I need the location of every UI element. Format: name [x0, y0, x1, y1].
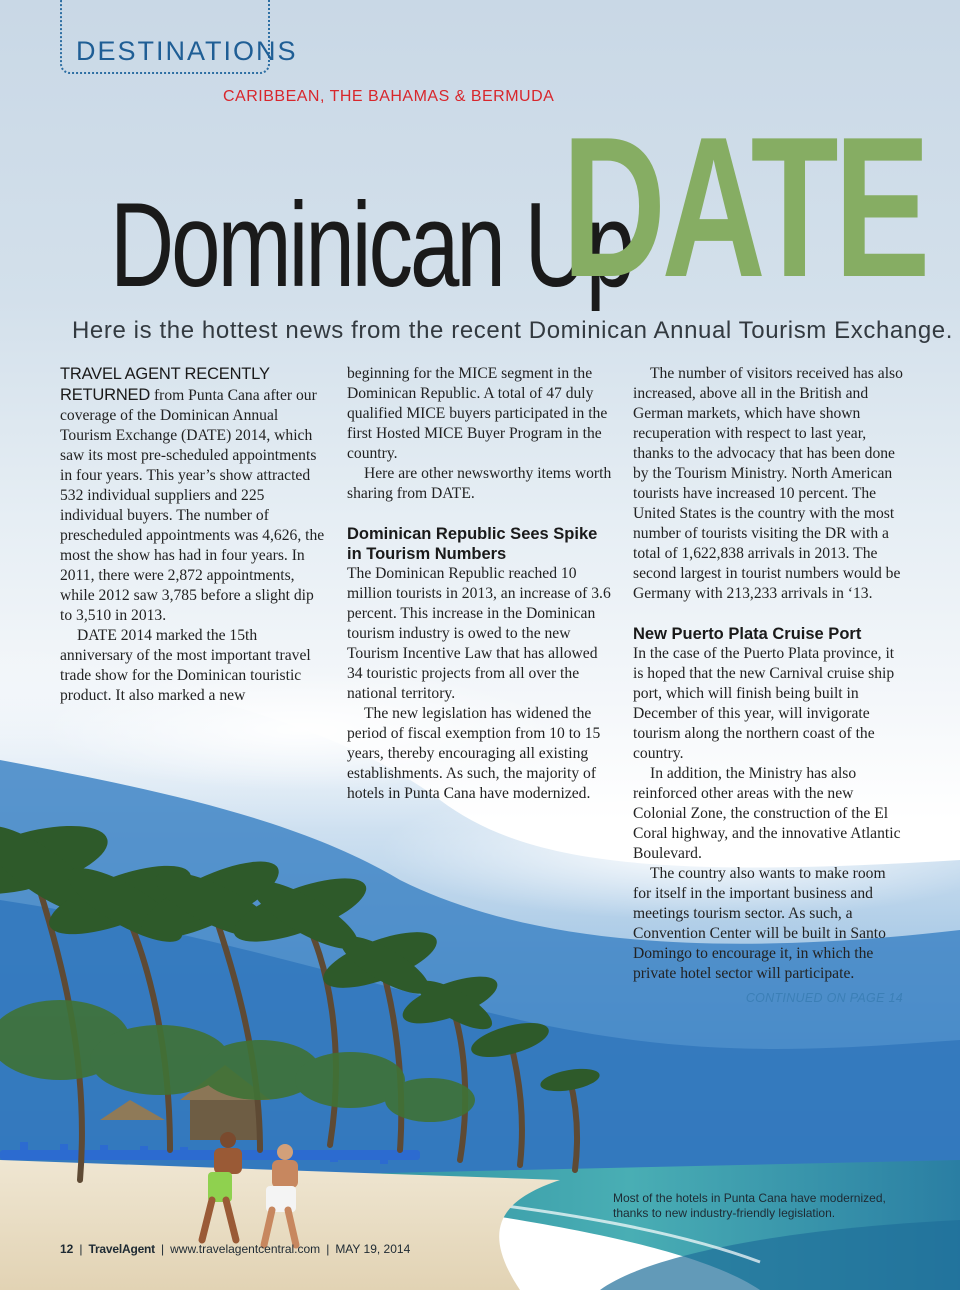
headline-main: Dominican Up [110, 178, 633, 312]
headline-accent: DATE [562, 96, 927, 319]
brand-name: TravelAgent [88, 1242, 155, 1256]
page-footer: 12 | TravelAgent | www.travelagentcentral.com | MAY 19, 2014 [60, 1242, 411, 1256]
region-label: CARIBBEAN, THE BAHAMAS & BERMUDA [223, 88, 555, 105]
article-column-1 [60, 364, 326, 706]
section-label: DESTINATIONS [76, 36, 298, 66]
lead-in: TRAVEL AGENT RECENTLY RETURNED [60, 365, 270, 404]
article-column-3 [633, 364, 903, 1008]
paragraph: beginning for the MICE segment in the Dominican Republic. A total of 47 duly qualified MICE buyers participated in the first Hosted MICE Buyer Program in the country. [347, 365, 608, 462]
paragraph: The Dominican Republic reached 10 million tourists in 2013, an increase of 3.6 percent. This increase in the Dominican tourism industry is owed to the new Tourism Incentive Law that has allowed 34 touristic projects from all over the national territory. [347, 565, 611, 702]
subheading: Dominican Republic Sees Spike in Tourism Numbers [347, 525, 598, 563]
subheading: New Puerto Plata Cruise Port [633, 625, 862, 643]
deck-subtitle: Here is the hottest news from the recent Dominican Annual Tourism Exchange. [72, 317, 953, 344]
paragraph: In addition, the Ministry has also reinforced other areas with the new Colonial Zone, the construction of the El Coral highway, and the innovative Atlantic Boulevard. [633, 765, 901, 862]
paragraph [60, 364, 326, 626]
paragraph: The country also wants to make room for itself in the important business and meetings tourism sector. As such, a Convention Center will be built in Santo Domingo to encourage it, in which the private hotel sector will participate. [633, 865, 886, 982]
footer-url[interactable]: www.travelagentcentral.com [170, 1242, 321, 1256]
paragraph: Here are other newsworthy items worth sharing from DATE. [347, 465, 612, 502]
continued-link[interactable]: CONTINUED ON PAGE 14 [745, 991, 903, 1005]
paragraph: DATE 2014 marked the 15th anniversary of the most important travel trade show for the Dominican touristic product. It also marked a new [60, 627, 311, 704]
photo-caption: Most of the hotels in Punta Cana have modernized, thanks to new industry-friendly legislation. [613, 1191, 886, 1220]
paragraph: In the case of the Puerto Plata province, it is hoped that the new Carnival cruise ship port, which will finish being built in December of this year, will invigorate tourism along the northern coast of the country. [633, 645, 895, 762]
paragraph: The number of visitors received has also increased, above all in the British and German markets, which have shown recuperation with respect to last year, thanks to the advocacy that has been done by the Tourism Ministry. North American tourists have increased 10 percent. The United States is the country with the most number of tourists visiting the DR with a total of 1,622,838 arrivals in 2013. The second largest in tourist numbers would be Germany with 213,233 arrivals in ‘13. [633, 365, 903, 602]
article-column-2 [347, 364, 613, 804]
page-number: 12 [60, 1242, 74, 1256]
paragraph: The new legislation has widened the period of fiscal exemption from 10 to 15 years, thereby encouraging all existing establishments. As such, the majority of hotels in Punta Cana have modernized. [347, 705, 601, 802]
paragraph-text: from Punta Cana after our coverage of the Dominican Annual Tourism Exchange (DATE) 2014, which saw its most pre-scheduled appointments in four years. This year’s show attracted 532 individual suppliers and 225 individual buyers. The number of prescheduled appointments was 4,626, the most the show has had in four years. In 2011, there were 2,872 appointments, while 2012 saw 3,785 before a slight dip to 3,510 in 2013. [60, 387, 325, 624]
issue-date: MAY 19, 2014 [335, 1242, 411, 1256]
